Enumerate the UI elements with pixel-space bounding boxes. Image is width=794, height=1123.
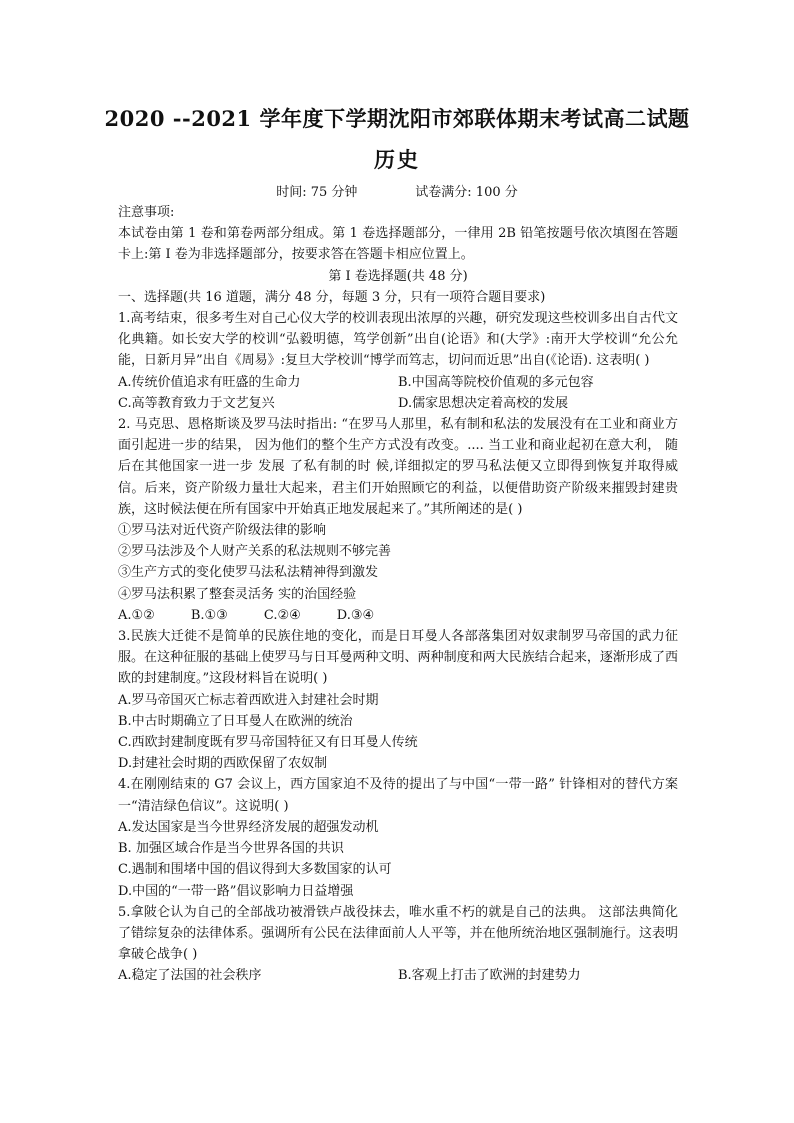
question-5-option-b: B.客观上打击了欧洲的封建势力	[398, 968, 581, 984]
question-1-option-a: A.传统价值追求有旺盛的生命力	[118, 374, 301, 390]
question-2-option-a: A.①②	[118, 607, 155, 623]
question-3-stem: 3.民族大迁徙不是简单的民族住地的变化，而是日耳曼人各部落集团对奴隶制罗马帝国的武力征服。在这种征服的基础上使罗马与日耳曼两种文明、两种制度和两大民族结合起来，逐渐形成了西欧的封建制度。”这段材料旨在说明( )	[118, 629, 678, 687]
notes-text: 本试卷由第 1 卷和第卷两部分组成。第 1 卷选择题部分，一律用 2B 铅笔按题号依次填图在答题卡上:第 I 卷为非选择题部分，按要求答在答题卡相应位置上。	[118, 226, 678, 263]
question-3-option-d: D.封建社会时期的西欧保留了农奴制	[118, 756, 328, 772]
section-instructions: 一、选择题(共 16 道题，满分 48 分，每题 3 分，只有一项符合题目要求)	[118, 289, 546, 305]
question-3-option-a: A.罗马帝国灭亡标志着西欧进入封建社会时期	[118, 692, 379, 708]
question-1-stem: 1.高考结束，很多考生对自己心仪大学的校训表现出浓厚的兴趣，研究发现这些校训多出自古代文化典籍。如长安大学的校训“弘毅明德，笃学创新”出自(论语》和(大学》:南开大学校训“允公允能，日新月异”出自《周易》:复旦大学校训“博学而笃志，切问而近思”出自(《论语). 这表明( )	[118, 311, 678, 369]
question-3-option-b: B.中古时期确立了日耳曼人在欧洲的统治	[118, 713, 353, 729]
section-title: 第 I 卷选择题(共 48 分)	[328, 268, 468, 284]
question-4-option-d: D.中国的“一带一路”倡议影响力日益增强	[118, 883, 354, 899]
question-2-statement-3: ③生产方式的变化使罗马法私法精神得到激发	[118, 565, 379, 581]
question-4-option-b: B. 加强区域合作是当今世界各国的共识	[118, 841, 344, 857]
question-4-stem: 4.在刚刚结束的 G7 会议上，西方国家迫不及待的提出了与中国“一带一路” 针锋相对的替代方案一“清洁绿色信议”。这说明( )	[118, 777, 678, 814]
exam-meta	[0, 181, 794, 200]
question-2-statement-1: ①罗马法对近代资产阶级法律的影响	[118, 523, 327, 539]
question-1-option-c: C.高等教育致力于文艺复兴	[118, 395, 275, 411]
question-2-option-c: C.②④	[263, 607, 301, 623]
time-limit: 时间: 75 分钟	[276, 185, 358, 200]
question-1-option-d: D.儒家思想决定着高校的发展	[398, 395, 569, 411]
question-4-option-c: C.遇制和围堵中国的倡议得到大多数国家的认可	[118, 862, 392, 878]
question-2-statement-4: ④罗马法积累了整套灵活务 实的治国经验	[118, 586, 357, 602]
question-5-options-row-1	[118, 965, 678, 986]
subject-title: 历史	[374, 147, 420, 172]
question-4-option-a: A.发达国家是当今世界经济发展的超强发动机	[118, 819, 379, 835]
exam-content	[118, 202, 678, 987]
notes-heading: 注意事项:	[118, 205, 175, 220]
exam-title: 2020 --2021 学年度下学期沈阳市郊联体期末考试高二试题	[104, 106, 690, 131]
question-2-statement-2: ②罗马法涉及个人财产关系的私法规则不够完善	[118, 544, 392, 560]
full-score: 试卷满分: 100 分	[415, 185, 518, 200]
question-2-options	[118, 605, 678, 626]
question-1-options-row-2	[118, 393, 678, 414]
question-2-option-d: D.③④	[336, 607, 375, 623]
question-3-option-c: C.西欧封建制度既有罗马帝国特征又有日耳曼人传统	[118, 735, 418, 751]
question-5-option-a: A.稳定了法国的社会秩序	[118, 968, 262, 984]
question-2-stem: 2. 马克思、恩格斯谈及罗马法时指出: “在罗马人那里，私有制和私法的发展没有在工业和商业方面引起进一步的结果， 因为他们的整个生产方式没有改变。.... 当工业和商业起初在意大利， 随后在其他国家一进一步 发展 了私有制的时 候,详细拟定的罗马私法便又立即得到恢复并取得威信。后来，资产阶级力量壮大起来，君主们开始照顾它的利益，以便借助资产阶级来摧毁封建贵族，这时候法便在所有国家中开始真正地发展起来了。”其所阐述的是( )	[118, 417, 678, 517]
question-5-stem: 5.拿陂仑认为自己的全部战功被滑铁卢战役抹去，唯水重不朽的就是自己的法典。 这部法典简化了错综复杂的法律体系。强调所有公民在法律面前人人平等，并在他所统治地区强制施行。这表明拿破仑战争( )	[118, 904, 678, 963]
question-1-options-row-1	[118, 372, 678, 393]
question-2-option-b: B.①③	[190, 607, 228, 623]
question-1-option-b: B.中国高等院校价值观的多元包容	[398, 374, 594, 390]
